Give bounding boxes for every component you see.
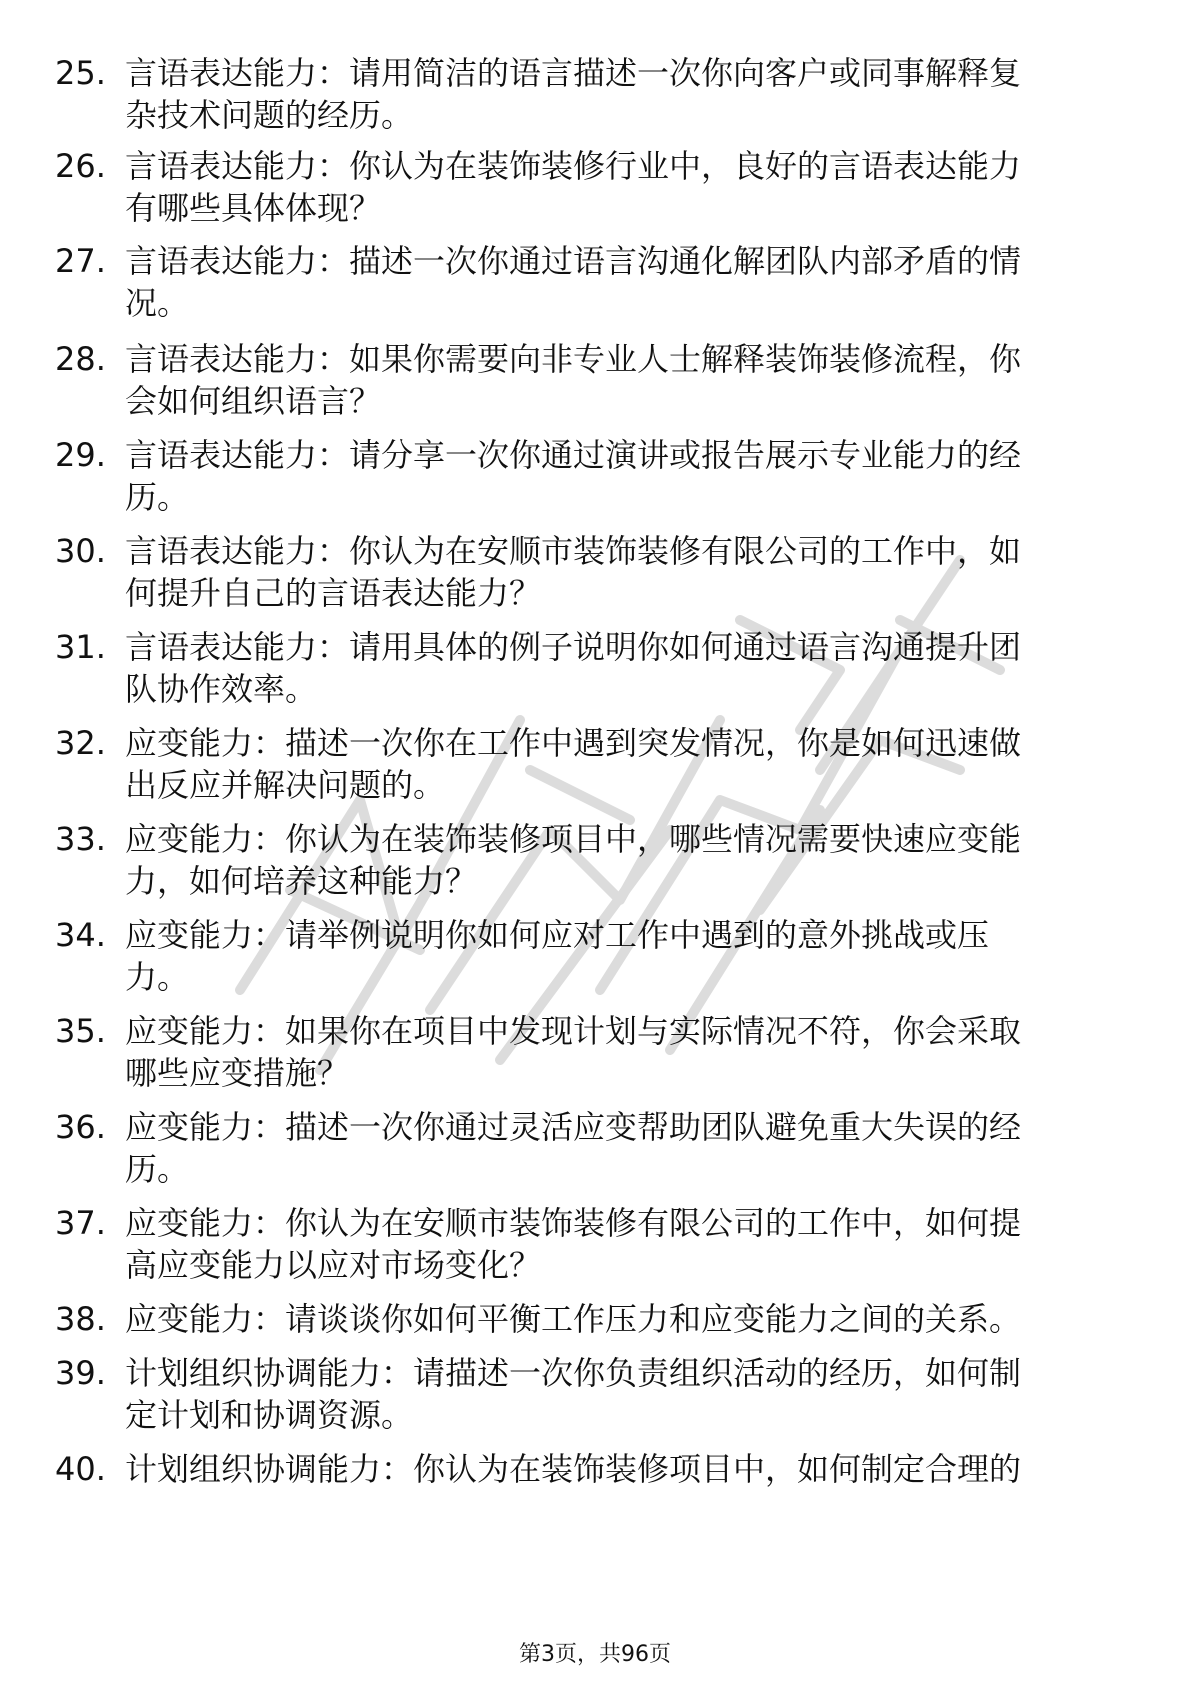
question-line: 应变能力：你认为在装饰装修项目中，哪些情况需要快速应变能 <box>125 820 1022 858</box>
question-text <box>125 626 1115 710</box>
question-line: 言语表达能力：你认为在安顺市装饰装修有限公司的工作中，如 <box>125 532 1022 570</box>
question-line: 哪些应变措施？ <box>125 1054 350 1092</box>
question-text <box>125 434 1115 518</box>
question-number: 37. <box>55 1204 106 1242</box>
question-number: 34. <box>55 916 106 954</box>
question-line: 况。 <box>125 284 190 322</box>
question-text <box>125 722 1115 806</box>
question-line: 应变能力：描述一次你在工作中遇到突发情况，你是如何迅速做 <box>125 724 1022 762</box>
question-number: 36. <box>55 1108 106 1146</box>
question-line: 历。 <box>125 478 190 516</box>
question-line: 应变能力：请谈谈你如何平衡工作压力和应变能力之间的关系。 <box>125 1300 1022 1338</box>
question-number: 39. <box>55 1354 106 1392</box>
question-line: 言语表达能力：如果你需要向非专业人士解释装饰装修流程，你 <box>125 340 1022 378</box>
question-text <box>125 1298 1115 1340</box>
question-text <box>125 914 1115 998</box>
question-line: 力，如何培养这种能力？ <box>125 862 478 900</box>
question-text <box>125 1010 1115 1094</box>
question-number: 33. <box>55 820 106 858</box>
question-text <box>125 52 1115 136</box>
page-number: 第3页，共96页 <box>519 1642 671 1667</box>
question-line: 杂技术问题的经历。 <box>125 96 414 134</box>
question-text <box>125 1448 1115 1490</box>
question-text <box>125 818 1115 902</box>
question-line: 言语表达能力：请分享一次你通过演讲或报告展示专业能力的经 <box>125 436 1022 474</box>
question-line: 力。 <box>125 958 190 996</box>
question-line: 应变能力：描述一次你通过灵活应变帮助团队避免重大失误的经 <box>125 1108 1022 1146</box>
question-line: 言语表达能力：描述一次你通过语言沟通化解团队内部矛盾的情 <box>125 242 1022 280</box>
question-line: 计划组织协调能力：请描述一次你负责组织活动的经历，如何制 <box>125 1354 1022 1392</box>
question-text <box>125 1202 1115 1286</box>
question-text <box>125 240 1115 324</box>
question-line: 应变能力：请举例说明你如何应对工作中遇到的意外挑战或压 <box>125 916 990 954</box>
question-text <box>125 1106 1115 1190</box>
question-line: 应变能力：如果你在项目中发现计划与实际情况不符，你会采取 <box>125 1012 1022 1050</box>
question-line: 历。 <box>125 1150 190 1188</box>
question-line: 出反应并解决问题的。 <box>125 766 446 804</box>
question-number: 26. <box>55 147 106 185</box>
question-line: 计划组织协调能力：你认为在装饰装修项目中，如何制定合理的 <box>125 1450 1022 1488</box>
question-number: 28. <box>55 340 106 378</box>
question-number: 29. <box>55 436 106 474</box>
question-line: 会如何组织语言？ <box>125 382 382 420</box>
question-number: 35. <box>55 1012 106 1050</box>
question-number: 31. <box>55 628 106 666</box>
question-line: 言语表达能力：请用简洁的语言描述一次你向客户或同事解释复 <box>125 54 1022 92</box>
question-number: 32. <box>55 724 106 762</box>
question-line: 队协作效率。 <box>125 670 318 708</box>
question-text <box>125 530 1115 614</box>
question-line: 言语表达能力：请用具体的例子说明你如何通过语言沟通提升团 <box>125 628 1022 666</box>
question-number: 30. <box>55 532 106 570</box>
question-text <box>125 338 1115 422</box>
question-number: 38. <box>55 1300 106 1338</box>
question-line: 言语表达能力：你认为在装饰装修行业中，良好的言语表达能力 <box>125 147 1022 185</box>
question-number: 27. <box>55 242 106 280</box>
question-line: 定计划和协调资源。 <box>125 1396 414 1434</box>
question-number: 25. <box>55 54 106 92</box>
question-line: 有哪些具体体现？ <box>125 189 382 227</box>
question-line: 应变能力：你认为在安顺市装饰装修有限公司的工作中，如何提 <box>125 1204 1022 1242</box>
question-text <box>125 145 1115 229</box>
question-line: 何提升自己的言语表达能力？ <box>125 574 542 612</box>
question-number: 40. <box>55 1450 106 1488</box>
question-text <box>125 1352 1115 1436</box>
question-line: 高应变能力以应对市场变化？ <box>125 1246 542 1284</box>
